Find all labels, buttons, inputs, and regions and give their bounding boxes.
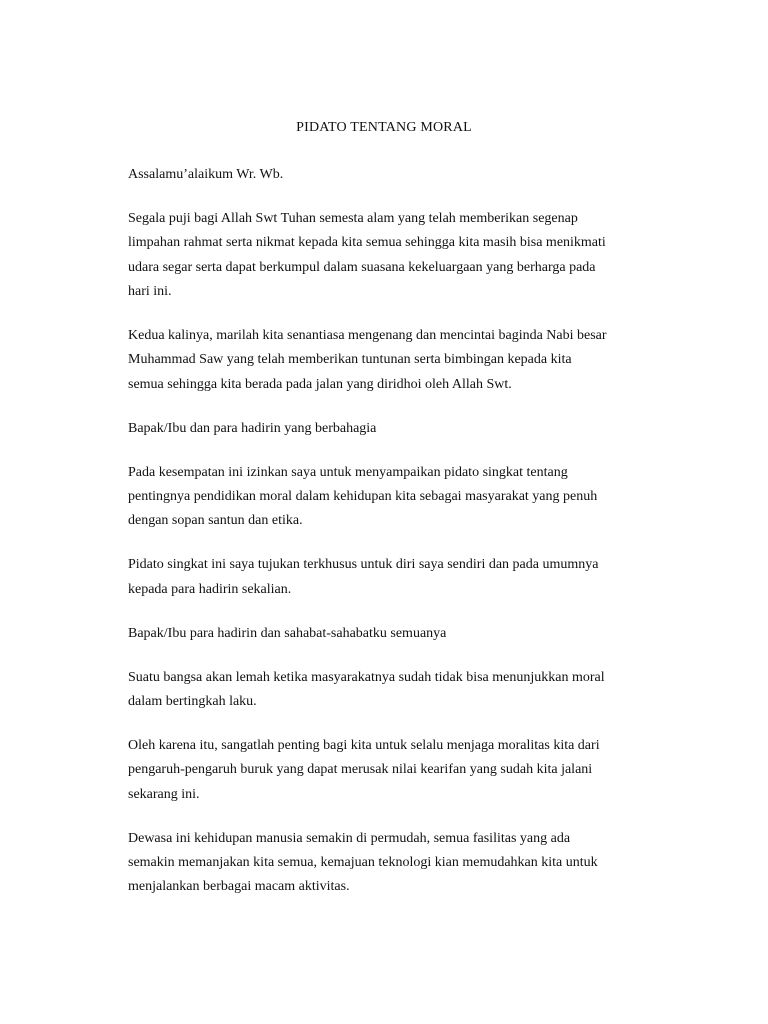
- paragraph-line: semakin memanjakan kita semua, kemajuan teknologi kian memudahkan kita untuk: [128, 855, 598, 871]
- paragraph-line: dengan sopan santun dan etika.: [128, 513, 303, 529]
- paragraph-modern-life: [128, 827, 668, 900]
- paragraph-line: menjalankan berbagai macam aktivitas.: [128, 879, 350, 895]
- paragraph-address-2: [128, 622, 668, 646]
- paragraph-importance: [128, 734, 668, 807]
- paragraph-line: Bapak/Ibu dan para hadirin yang berbahagia: [128, 420, 377, 436]
- paragraph-line: Oleh karena itu, sangatlah penting bagi kita untuk selalu menjaga moralitas kita dari: [128, 737, 600, 753]
- paragraph-line: pengaruh-pengaruh buruk yang dapat merusak nilai kearifan yang sudah kita jalani: [128, 762, 593, 778]
- document-title: PIDATO TENTANG MORAL: [296, 120, 472, 135]
- paragraph-line: Pada kesempatan ini izinkan saya untuk menyampaikan pidato singkat tentang: [128, 464, 568, 480]
- paragraph-salawat: [128, 324, 668, 397]
- paragraph-address-1: [128, 417, 668, 441]
- paragraph-line: hari ini.: [128, 284, 172, 300]
- paragraph-nation: [128, 666, 668, 715]
- paragraph-line: limpahan rahmat serta nikmat kepada kita semua sehingga kita masih bisa menikmati: [128, 235, 606, 251]
- paragraph-line: kepada para hadirin sekalian.: [128, 581, 292, 597]
- paragraph-line: udara segar serta dapat berkumpul dalam suasana kekeluargaan yang berharga pada: [128, 259, 596, 275]
- document-body: [128, 163, 668, 919]
- paragraph-line: sekarang ini.: [128, 786, 200, 802]
- paragraph-line: Dewasa ini kehidupan manusia semakin di permudah, semua fasilitas yang ada: [128, 830, 571, 846]
- paragraph-intro: [128, 461, 668, 534]
- paragraph-line: Segala puji bagi Allah Swt Tuhan semesta alam yang telah memberikan segenap: [128, 210, 578, 226]
- paragraph-line: Kedua kalinya, marilah kita senantiasa mengenang dan mencintai baginda Nabi besar: [128, 328, 607, 344]
- paragraph-line: Suatu bangsa akan lemah ketika masyarakatnya sudah tidak bisa menunjukkan moral: [128, 669, 605, 685]
- paragraph-dedication: [128, 553, 668, 602]
- paragraph-praise: [128, 207, 668, 305]
- paragraph-line: Pidato singkat ini saya tujukan terkhusus untuk diri saya sendiri dan pada umumnya: [128, 557, 599, 573]
- paragraph-greeting: [128, 163, 668, 187]
- paragraph-line: pentingnya pendidikan moral dalam kehidupan kita sebagai masyarakat yang penuh: [128, 489, 598, 505]
- paragraph-line: Bapak/Ibu para hadirin dan sahabat-sahabatku semuanya: [128, 625, 447, 641]
- paragraph-line: Muhammad Saw yang telah memberikan tuntunan serta bimbingan kepada kita: [128, 352, 572, 368]
- paragraph-line: semua sehingga kita berada pada jalan yang diridhoi oleh Allah Swt.: [128, 376, 512, 392]
- paragraph-line: dalam bertingkah laku.: [128, 694, 257, 709]
- paragraph-line: Assalamu’alaikum Wr. Wb.: [128, 167, 284, 182]
